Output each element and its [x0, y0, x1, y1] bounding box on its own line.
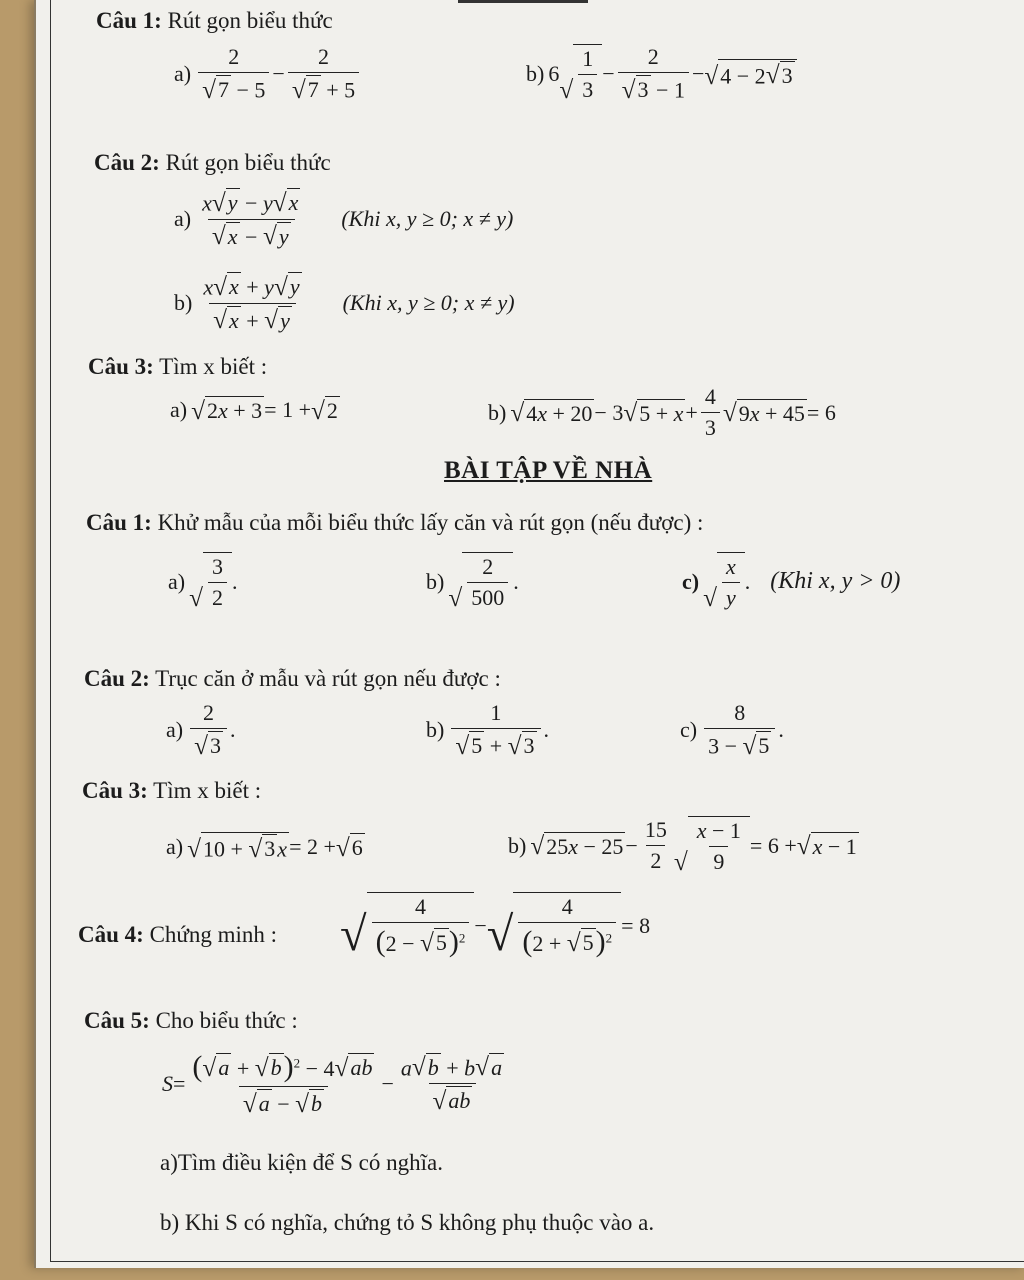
- s1-q3b-expr: √ 4x + 20 − 3 √ 5 + x + $\frac{4}{3}$ √ 9x + 45 = 6: [510, 384, 836, 440]
- s1-q1-heading: [96, 8, 333, 34]
- s1-q3a-label: a): [170, 397, 188, 422]
- hw-q2c-expr: 8 3 − √ 5 .: [701, 700, 784, 760]
- hw-q3b-label: b): [508, 832, 527, 858]
- hw-q2a: [166, 700, 235, 760]
- hw-q5-text: Cho biểu thức :: [155, 1008, 298, 1033]
- s1-q1b-expr: 6 √ $\frac{1}{3}$ − 2 √ 3 − 1 − √ 4 − 2 √ 3: [548, 44, 796, 104]
- hw-q3a-expr: √ 10 + √ 3 x = 2 + √ 6: [187, 832, 365, 863]
- hw-q4-heading: [78, 922, 277, 948]
- hw-q1-condition: (Khi x, y > 0): [770, 568, 901, 594]
- s1-q1-label: Câu 1:: [96, 8, 162, 33]
- hw-q2-label: Câu 2:: [84, 666, 150, 691]
- hw-q4-text: Chứng minh :: [149, 922, 278, 947]
- hw-q1c: [682, 552, 900, 611]
- hw-q3b-expr: √ 25x − 25 − $\frac{15}{2}$ √ $\frac{x - 1}{9}$ = 6 + √ x − 1: [530, 817, 857, 876]
- hw-q5-formula: [162, 1050, 511, 1118]
- s1-q3b-label: b): [488, 399, 507, 425]
- s1-q2a: [174, 188, 513, 250]
- hw-q1a-expr: √ $\frac{3}{2}$ .: [189, 554, 238, 612]
- top-rule: [458, 0, 588, 3]
- hw-q5-expr: S = ( √ a + √ b )$^2$ − 4 √ ab √ a − √ b − a √ b + b √ a √ ab: [162, 1050, 503, 1118]
- hw-q3a: [166, 832, 365, 863]
- s1-q3b: [488, 384, 836, 441]
- hw-q5-label: Câu 5:: [84, 1008, 150, 1033]
- s1-q3a-expr: √ 2x + 3 = 1 + √ 2: [191, 396, 338, 425]
- s1-q3-text: Tìm x biết :: [159, 354, 268, 379]
- s1-q1a-label: a): [174, 60, 192, 86]
- s1-q2a-condition: (Khi x, y ≥ 0; x ≠ y): [341, 206, 514, 232]
- s1-q3a: [170, 396, 340, 424]
- s1-q1-text: Rút gọn biểu thức: [167, 8, 333, 33]
- hw-q2-text: Trục căn ở mẫu và rút gọn nếu được :: [155, 666, 501, 691]
- hw-q1c-expr: √ $\frac{x}{y}$ .: [703, 554, 751, 612]
- hw-q1c-label: c): [682, 568, 700, 594]
- hw-q3-text: Tìm x biết :: [153, 778, 262, 803]
- hw-q2b-expr: 1 √ 5 + √ 3 .: [448, 700, 549, 760]
- worksheet-page: [34, 0, 1024, 1268]
- s1-q3-label: Câu 3:: [88, 354, 154, 379]
- hw-q2b: [426, 700, 549, 760]
- s1-q2-heading: [94, 150, 331, 176]
- homework-title: BÀI TẬP VỀ NHÀ: [444, 457, 653, 484]
- hw-q2a-expr: 2 √ 3 .: [187, 700, 235, 760]
- hw-q1a: [168, 552, 237, 611]
- hw-q2a-label: a): [166, 716, 184, 742]
- s1-q2b-label: b): [174, 290, 193, 316]
- hw-q4-label: Câu 4:: [78, 922, 144, 947]
- s1-q2-text: Rút gọn biểu thức: [165, 150, 331, 175]
- hw-q4-expr: [340, 892, 650, 959]
- hw-q3b: [508, 816, 859, 875]
- hw-q5-part-a: a)Tìm điều kiện để S có nghĩa.: [160, 1150, 443, 1175]
- hw-q2b-label: b): [426, 716, 445, 742]
- hw-q2c: [680, 700, 784, 760]
- s1-q2-label: Câu 2:: [94, 150, 160, 175]
- hw-q1b-label: b): [426, 568, 445, 594]
- hw-q3-label: Câu 3:: [82, 778, 148, 803]
- s1-q1b: [526, 44, 797, 104]
- hw-q5-part-b: b) Khi S có nghĩa, chứng tỏ S không phụ thuộc vào a.: [160, 1210, 655, 1235]
- hw-q3a-label: a): [166, 834, 184, 860]
- hw-q4-formula: √ 4 (2 − √ 5 )$^2$ − √ 4 (2 + √ 5 )$^2$ = 8: [340, 894, 651, 961]
- s1-q3-heading: [88, 354, 267, 380]
- s1-q1a: [174, 44, 362, 104]
- s1-q2b: [174, 272, 515, 334]
- hw-q1-text: Khử mẫu của mỗi biểu thức lấy căn và rút gọn (nếu được) :: [157, 510, 704, 535]
- hw-q1-heading: [86, 510, 703, 536]
- s1-q2a-expr: x √ y − y √ x √ x − √ y: [202, 188, 299, 251]
- s1-q2a-label: a): [174, 206, 192, 232]
- hw-q1-label: Câu 1:: [86, 510, 152, 535]
- hw-q1a-label: a): [168, 568, 186, 594]
- s1-q1a-expr: 2 √ 7 − 5 − 2 √ 7 + 5: [195, 44, 362, 104]
- hw-q2-heading: [84, 666, 501, 692]
- hw-q3-heading: [82, 778, 261, 804]
- hw-q2c-label: c): [680, 716, 698, 742]
- hw-q1b: [426, 552, 519, 611]
- s1-q2b-expr: x √ x + y √ y √ x + √ y: [203, 272, 300, 335]
- s1-q2b-condition: (Khi x, y ≥ 0; x ≠ y): [342, 290, 515, 316]
- hw-q5-heading: [84, 1008, 298, 1034]
- s1-q1b-label: b): [526, 60, 545, 86]
- hw-q1b-expr: √ $\frac{2}{500}$ .: [448, 554, 519, 612]
